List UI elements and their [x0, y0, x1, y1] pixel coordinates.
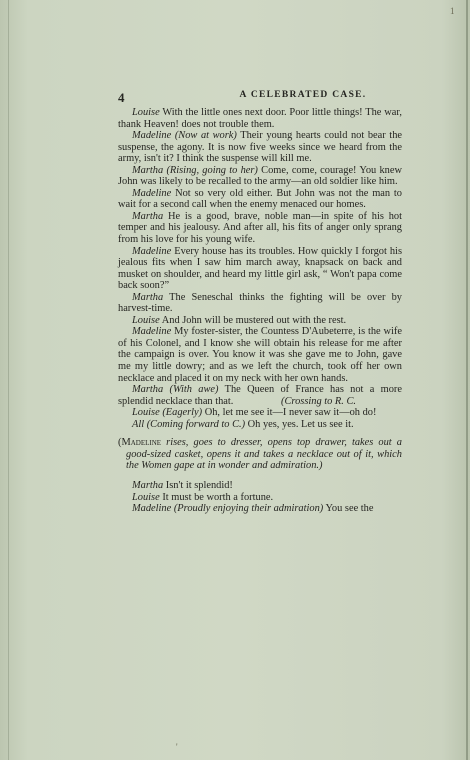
speech-text: It must be worth a fortune.: [159, 491, 274, 503]
speech-paragraph: [118, 211, 402, 246]
character-name: Madeline: [121, 437, 162, 449]
play-text: [118, 107, 402, 515]
speech-paragraph: [118, 492, 402, 504]
speech-paragraph: [118, 165, 402, 188]
stage-direction: (Coming forward to C.): [144, 418, 246, 430]
speech-paragraph: [118, 188, 402, 211]
speech-paragraph: [118, 326, 402, 384]
stage-direction: (Proudly enjoying their admiration): [171, 503, 324, 515]
corner-mark: 1: [450, 6, 455, 16]
speaker-name: Martha: [132, 164, 164, 176]
speech-text: You see the: [323, 503, 374, 515]
direction-text: rises, goes to dresser, opens top drawer, takes out a good-sized casket, opens it and takes a necklace out of it, which the Women gape at in wonder and admiration.): [126, 437, 402, 472]
speaker-name: Madeline: [132, 326, 172, 338]
speech-paragraph: [118, 407, 402, 419]
speaker-name: Martha: [132, 291, 164, 303]
page-right-edge: [466, 0, 468, 760]
speech-text: He is a good, brave, noble man—in spite of his hot temper and his jealousy. And after all, his fits of anger only sprang from his love for his young wife.: [118, 210, 402, 246]
speech-text: Oh yes, yes. Let us see it.: [245, 418, 354, 430]
speech-text: Not so very old either. But John was not the man to wait for a second call when the enemy menaced our homes.: [118, 187, 402, 211]
speech-text: The Queen of France has not a more splendid necklace than that.: [118, 384, 402, 407]
page-number: 4: [118, 90, 125, 105]
stage-direction: (Now at work): [171, 130, 237, 142]
speech-paragraph: [118, 107, 402, 130]
running-head: A CELEBRATED CASE.: [239, 90, 367, 100]
speaker-name: Madeline: [132, 245, 172, 257]
speech-text: Isn't it splendid!: [163, 479, 233, 491]
speech-text: Come, come, courage! You knew John was likely to be recalled to the army—an old soldier like him.: [118, 164, 402, 188]
speech-paragraph: [118, 130, 402, 165]
speech-text: With the little ones next door. Poor little things! The war, thank Heaven! does not trouble them.: [118, 107, 402, 130]
stage-direction: (Eagerly): [159, 407, 203, 419]
speech-text: My foster-sister, the Countess D'Aubeterre, is the wife of his Colonel, and I know she will obtain his release for me after the campaign is over. You know it was she gave me to John, gave me my little dowry; and as we left the church, took off her own necklace and placed it on my neck with her own hands.: [118, 326, 402, 384]
stage-direction: (With awe): [163, 384, 219, 396]
speech-text: And John will be mustered out with the rest.: [159, 314, 347, 326]
stage-direction: (Rising, going to her): [163, 164, 258, 176]
speaker-name: Louise: [132, 407, 160, 419]
speaker-name: Martha: [132, 479, 164, 491]
stage-direction-block: (Madeline rises, goes to dresser, opens top drawer, takes out a good-sized casket, opens it and takes a necklace out of it, which the Women gape at in wonder and admiration.): [118, 437, 402, 472]
speech-text: Oh, let me see it—I never saw it—oh do!: [202, 407, 377, 419]
speech-paragraph: [118, 315, 402, 327]
page-header: [118, 90, 448, 104]
speech-paragraph: [118, 480, 402, 492]
speaker-name: Madeline: [132, 503, 172, 515]
speaker-name: Louise: [132, 314, 160, 326]
speech-paragraph: [118, 292, 402, 315]
speaker-name: Martha: [132, 210, 164, 222]
speaker-name: All: [132, 418, 145, 430]
speech-text: The Seneschal thinks the fighting will be over by harvest-time.: [118, 291, 402, 315]
speech-text: Every house has its troubles. How quickly I forgot his jealous fits when I saw him march away, knapsack on back and musket on shoulder, and heard my little girl ask, “ Won't papa come back soon?”: [118, 245, 402, 292]
speaker-name: Louise: [132, 107, 160, 118]
page-binding-edge: [8, 0, 9, 760]
speech-paragraph: [118, 419, 402, 431]
speaker-name: Madeline: [132, 187, 172, 199]
speech-text: Their young hearts could not bear the suspense, the agony. It is now five weeks since we heard from the army, isn't it? I think the suspense will kill me.: [118, 130, 403, 165]
speaker-name: Louise: [132, 491, 160, 503]
speech-paragraph: [118, 246, 402, 292]
stage-direction-aside: (Crossing to R. C.: [281, 395, 356, 407]
speaker-name: Madeline: [132, 130, 172, 142]
bottom-mark: ': [176, 742, 178, 752]
speaker-name: Martha: [132, 384, 164, 396]
speech-paragraph: [118, 503, 402, 515]
